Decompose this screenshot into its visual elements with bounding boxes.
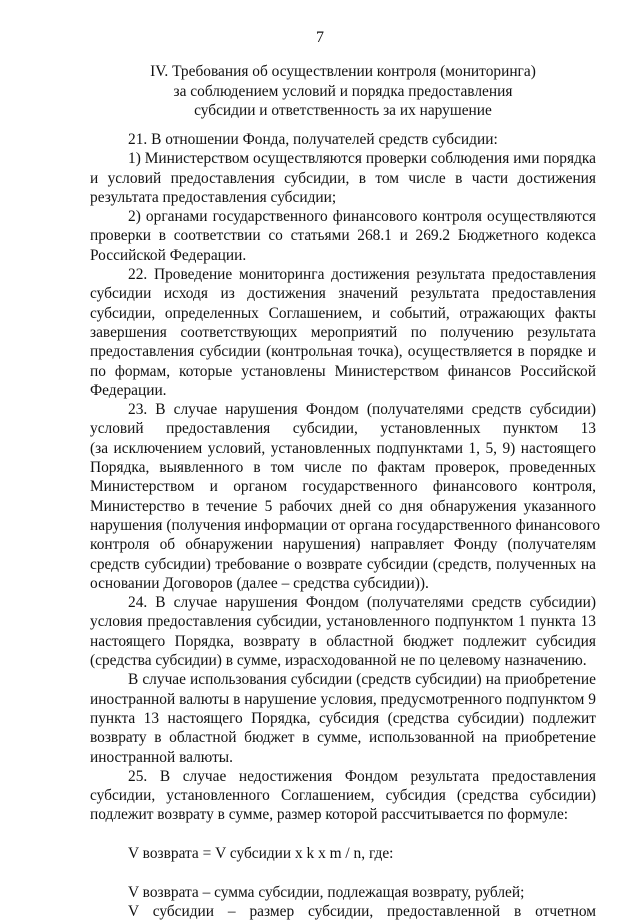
text-line: проверки в соответствии со статьями 268.1 и 269.2 Бюджетного кодекса (90, 227, 596, 245)
text-line: контроля об обнаружении нарушения) направляет Фонду (получателям (90, 536, 596, 554)
text-line: подлежит возврату в сумме, размер которой рассчитывается по формуле: (90, 806, 569, 824)
text-line: субсидии исходя из достижения значений результата предоставления (90, 285, 596, 303)
text-line: 1) Министерством осуществляются проверки соблюдения ими порядка (128, 150, 596, 168)
text-line: по формам, которые установлены Министерством финансов Российской (90, 362, 596, 380)
text-line: возврату в областной бюджет в сумме, использованной на приобретение (90, 729, 596, 747)
text-line: 23. В случае нарушения Фондом (получателями средств субсидии) (128, 401, 596, 419)
text-line: Министерством и органом государственного финансового контроля, (90, 478, 596, 496)
text-line: Российской Федерации. (90, 246, 247, 264)
text-line: Министерство в течение 5 рабочих дней со дня обнаружения указанного (90, 497, 596, 515)
heading-line: IV. Требования об осуществлении контроля (мониторинга) (150, 63, 536, 80)
text-line: пункта 13 настоящего Порядка, субсидия (средства субсидии) подлежит (90, 709, 596, 727)
text-line: (за исключением условий, установленных подпунктами 1, 5, 9) настоящего (90, 439, 596, 457)
text-line: V возврата – сумма субсидии, подлежащая возврату, рублей; (128, 883, 525, 901)
blank-line (90, 863, 596, 882)
text-line: субсидии, установленного Соглашением, субсидия (средства субсидии) (90, 787, 596, 805)
text-line: средств субсидии) требование о возврате субсидии (средств, полученных на (90, 555, 596, 573)
text-line: иностранной валюты в нарушение условия, предусмотренного подпунктом 9 (90, 690, 596, 708)
text-line: предоставления субсидии (контрольная точка), осуществляется в порядке и (90, 343, 596, 361)
heading-line: субсидии и ответственность за их нарушение (194, 102, 492, 119)
text-line: настоящего Порядка, возврату в областной бюджет подлежит субсидия (90, 632, 596, 650)
blank-line (90, 825, 596, 844)
text-line: условий предоставления субсидии, установленных пунктом 13 (90, 420, 596, 438)
text-line: и условий предоставления субсидии, в том числе в части достижения (90, 169, 596, 187)
page-number: 7 (316, 29, 324, 46)
document-body (90, 130, 601, 921)
text-line: 24. В случае нарушения Фондом (получателями средств субсидии) (128, 594, 596, 612)
text-line: 25. В случае недостижения Фондом результата предоставления (128, 767, 596, 785)
text-line: иностранной валюты. (90, 748, 233, 766)
text-line: Порядка, выявленного в том числе по фактам проверок, проведенных (90, 459, 596, 477)
section-heading (90, 62, 596, 121)
text-line: завершения соответствующих мероприятий по получению результата (90, 323, 596, 341)
text-line: нарушения (получения информации от органа государственного финансового (90, 516, 601, 534)
text-line: (средства субсидии) в сумме, израсходованной не по целевому назначению. (90, 652, 587, 670)
text-line: условия предоставления субсидии, установленного подпунктом 1 пункта 13 (90, 613, 596, 631)
text-line: субсидии, определенных Соглашением, и событий, отражающих факты (90, 304, 596, 322)
text-line: В случае использования субсидии (средств субсидии) на приобретение (128, 671, 596, 689)
text-line: V субсидии – размер субсидии, предоставленной в отчетном (128, 902, 596, 920)
text-line: 21. В отношении Фонда, получателей средств субсидии: (128, 131, 498, 148)
text-line: 22. Проведение мониторинга достижения результата предоставления (128, 266, 596, 284)
heading-line: за соблюдением условий и порядка предоставления (173, 82, 513, 100)
text-line: основании Договоров (далее – средства субсидии)). (90, 574, 429, 592)
text-line: Федерации. (90, 381, 167, 399)
text-line: результата предоставления субсидии; (90, 188, 337, 206)
text-line: 2) органами государственного финансового контроля осуществляются (128, 208, 596, 226)
text-line: V возврата = V субсидии x k x m / n, где: (128, 844, 394, 862)
